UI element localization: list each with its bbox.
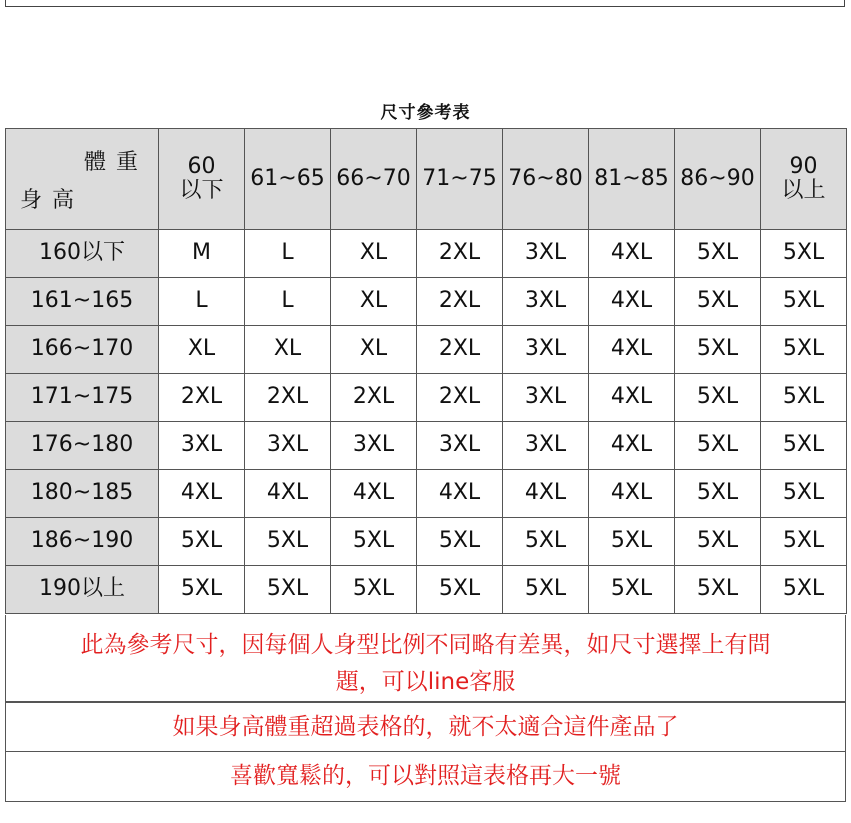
size-cell: 5XL bbox=[589, 566, 675, 614]
table-row bbox=[6, 278, 847, 326]
weight-header-line-1: 81~85 bbox=[594, 165, 669, 191]
size-cell: 5XL bbox=[675, 422, 761, 470]
height-range-cell: 190以上 bbox=[6, 566, 159, 614]
size-cell: 4XL bbox=[589, 230, 675, 278]
weight-header-cell bbox=[503, 129, 589, 230]
size-cell: 5XL bbox=[675, 566, 761, 614]
size-cell: 2XL bbox=[159, 374, 245, 422]
weight-header-line-1: 66~70 bbox=[336, 165, 411, 191]
disclaimer-line-1: 此為參考尺寸，因每個人身型比例不同略有差異，如尺寸選擇上有問 bbox=[80, 632, 771, 658]
size-cell: 2XL bbox=[331, 374, 417, 422]
weight-header-cell bbox=[417, 129, 503, 230]
size-cell: L bbox=[245, 230, 331, 278]
size-cell: 3XL bbox=[503, 374, 589, 422]
weight-header-line-1: 61~65 bbox=[250, 165, 325, 191]
height-range-cell: 161~165 bbox=[6, 278, 159, 326]
size-cell: XL bbox=[159, 326, 245, 374]
weight-axis-label: 體重 bbox=[83, 150, 148, 175]
table-row bbox=[6, 326, 847, 374]
weight-header-cell bbox=[245, 129, 331, 230]
height-range-cell: 176~180 bbox=[6, 422, 159, 470]
size-cell: XL bbox=[331, 326, 417, 374]
height-range-cell: 186~190 bbox=[6, 518, 159, 566]
height-range-cell: 166~170 bbox=[6, 326, 159, 374]
header-row bbox=[6, 129, 847, 230]
size-cell: 3XL bbox=[503, 326, 589, 374]
size-cell: 3XL bbox=[503, 278, 589, 326]
weight-header-cell bbox=[159, 129, 245, 230]
loose-tip-note: 喜歡寬鬆的，可以對照這表格再大一號 bbox=[5, 752, 846, 802]
size-cell: 5XL bbox=[761, 374, 847, 422]
size-cell: L bbox=[159, 278, 245, 326]
size-cell: 5XL bbox=[331, 566, 417, 614]
weight-header-line-2: 以上 bbox=[781, 178, 826, 203]
size-cell: 5XL bbox=[245, 518, 331, 566]
weight-header-cell bbox=[675, 129, 761, 230]
size-cell: 3XL bbox=[159, 422, 245, 470]
weight-header-cell bbox=[589, 129, 675, 230]
size-cell: 4XL bbox=[417, 470, 503, 518]
size-cell: 4XL bbox=[589, 374, 675, 422]
size-cell: 5XL bbox=[417, 518, 503, 566]
size-cell: 3XL bbox=[417, 422, 503, 470]
table-row bbox=[6, 470, 847, 518]
disclaimer-note bbox=[5, 615, 846, 702]
size-cell: 4XL bbox=[331, 470, 417, 518]
size-cell: 2XL bbox=[417, 374, 503, 422]
weight-header-line-1: 86~90 bbox=[680, 165, 755, 191]
disclaimer-line-2: 題，可以line客服 bbox=[335, 669, 516, 695]
size-cell: 5XL bbox=[159, 518, 245, 566]
size-cell: 5XL bbox=[761, 230, 847, 278]
size-cell: 5XL bbox=[675, 374, 761, 422]
height-axis-label: 身高 bbox=[20, 187, 85, 213]
size-cell: XL bbox=[245, 326, 331, 374]
size-cell: 2XL bbox=[245, 374, 331, 422]
table-row bbox=[6, 566, 847, 614]
size-cell: 5XL bbox=[503, 518, 589, 566]
weight-header-cell bbox=[331, 129, 417, 230]
size-cell: 5XL bbox=[589, 518, 675, 566]
size-cell: 3XL bbox=[503, 422, 589, 470]
size-cell: 4XL bbox=[503, 470, 589, 518]
size-cell: 5XL bbox=[675, 326, 761, 374]
size-cell: 5XL bbox=[761, 566, 847, 614]
weight-header-cell bbox=[761, 129, 847, 230]
size-cell: 2XL bbox=[417, 230, 503, 278]
size-cell: L bbox=[245, 278, 331, 326]
size-cell: 4XL bbox=[589, 422, 675, 470]
height-range-cell: 160以下 bbox=[6, 230, 159, 278]
height-range-cell: 171~175 bbox=[6, 374, 159, 422]
size-cell: 5XL bbox=[761, 422, 847, 470]
weight-header-line-1: 90 bbox=[789, 153, 818, 179]
size-cell: 3XL bbox=[245, 422, 331, 470]
size-cell: 5XL bbox=[245, 566, 331, 614]
table-row bbox=[6, 230, 847, 278]
corner-cell bbox=[6, 129, 159, 230]
weight-header-line-2: 以下 bbox=[179, 178, 224, 203]
table-row bbox=[6, 422, 847, 470]
size-cell: 5XL bbox=[675, 278, 761, 326]
size-cell: 5XL bbox=[417, 566, 503, 614]
size-cell: 5XL bbox=[675, 518, 761, 566]
table-row bbox=[6, 518, 847, 566]
size-cell: 3XL bbox=[503, 230, 589, 278]
table-row bbox=[6, 374, 847, 422]
size-cell: 4XL bbox=[245, 470, 331, 518]
fit-warning-note: 如果身高體重超過表格的，就不太適合這件產品了 bbox=[5, 702, 846, 752]
height-range-cell: 180~185 bbox=[6, 470, 159, 518]
table-title: 尺寸參考表 bbox=[380, 103, 471, 123]
size-cell: 4XL bbox=[159, 470, 245, 518]
size-cell: 3XL bbox=[331, 422, 417, 470]
size-cell: 4XL bbox=[589, 470, 675, 518]
size-cell: 5XL bbox=[761, 518, 847, 566]
size-cell: 5XL bbox=[503, 566, 589, 614]
weight-header-line-1: 60 bbox=[187, 153, 216, 179]
weight-header-line-1: 76~80 bbox=[508, 165, 583, 191]
size-cell: XL bbox=[331, 230, 417, 278]
size-cell: 5XL bbox=[159, 566, 245, 614]
size-cell: 5XL bbox=[761, 470, 847, 518]
size-cell: 5XL bbox=[331, 518, 417, 566]
size-cell: M bbox=[159, 230, 245, 278]
size-cell: 2XL bbox=[417, 278, 503, 326]
size-cell: 2XL bbox=[417, 326, 503, 374]
weight-header-line-1: 71~75 bbox=[422, 165, 497, 191]
size-cell: 4XL bbox=[589, 278, 675, 326]
size-chart-table bbox=[5, 128, 847, 614]
size-cell: 5XL bbox=[761, 278, 847, 326]
size-cell: 5XL bbox=[761, 326, 847, 374]
size-cell: 5XL bbox=[675, 230, 761, 278]
size-cell: 5XL bbox=[675, 470, 761, 518]
top-frame bbox=[5, 0, 845, 7]
size-cell: XL bbox=[331, 278, 417, 326]
size-cell: 4XL bbox=[589, 326, 675, 374]
